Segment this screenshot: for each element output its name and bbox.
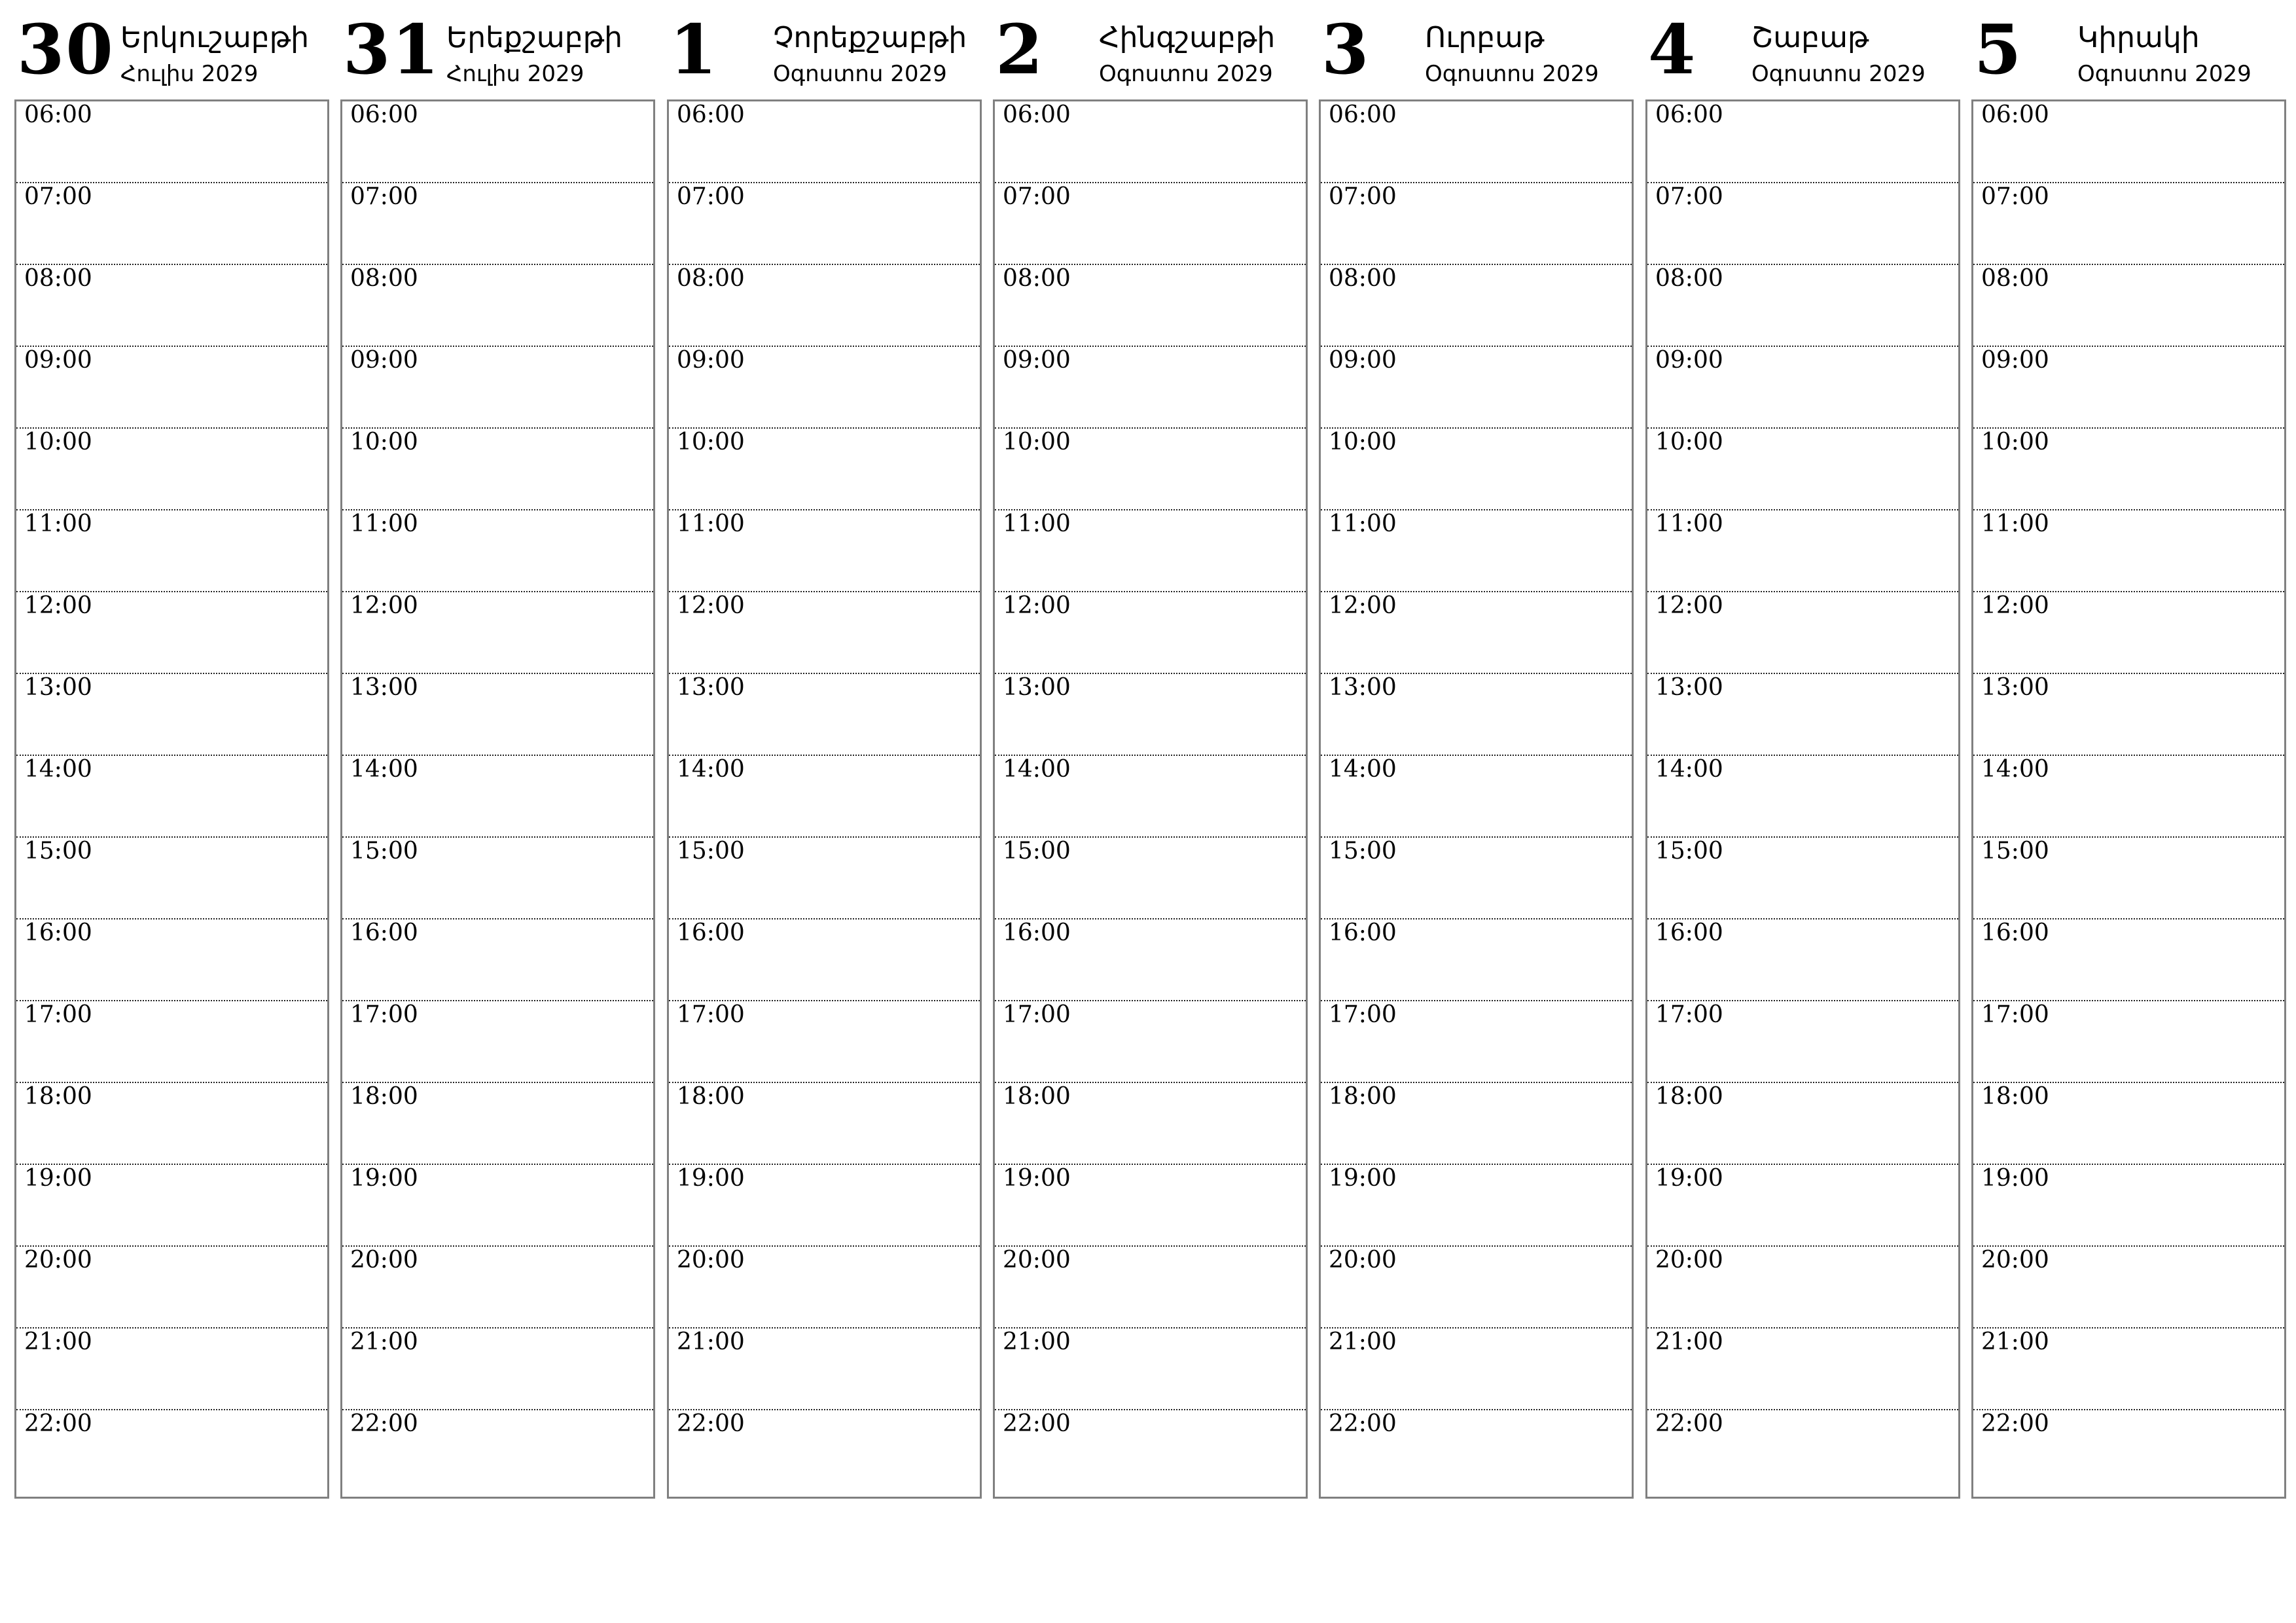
hour-slot[interactable]	[1973, 510, 2284, 592]
hour-label: 06:00	[24, 101, 92, 128]
hour-label: 17:00	[1981, 1001, 2049, 1028]
hour-slot[interactable]	[669, 101, 980, 183]
hour-slot[interactable]	[1973, 183, 2284, 265]
hour-slot[interactable]	[1647, 183, 1958, 265]
hour-slot[interactable]	[669, 510, 980, 592]
hour-slot[interactable]	[1321, 592, 1632, 674]
hour-label: 22:00	[1981, 1410, 2049, 1437]
day-month: Հուլիս 2029	[446, 61, 584, 87]
hour-label: 15:00	[677, 838, 745, 865]
hour-slot[interactable]	[1973, 1329, 2284, 1410]
hour-label: 21:00	[1329, 1329, 1397, 1355]
hour-slot[interactable]	[1973, 101, 2284, 183]
hour-slot[interactable]	[16, 1329, 327, 1410]
hour-label: 20:00	[24, 1247, 92, 1274]
hour-slot[interactable]	[16, 1165, 327, 1247]
hour-slot[interactable]	[669, 1083, 980, 1165]
hour-slot[interactable]	[1647, 1165, 1958, 1247]
hour-label: 19:00	[1329, 1165, 1397, 1192]
hour-label: 22:00	[350, 1410, 418, 1437]
day-column	[340, 0, 654, 1437]
hour-label: 18:00	[1981, 1083, 2049, 1110]
hour-slot[interactable]	[16, 1001, 327, 1083]
day-schedule-box	[993, 99, 1308, 1499]
hour-label: 09:00	[1003, 347, 1071, 374]
hour-label: 06:00	[1329, 101, 1397, 128]
hour-slot[interactable]	[1321, 1329, 1632, 1410]
hour-label: 07:00	[350, 183, 418, 210]
hour-slot[interactable]	[16, 838, 327, 919]
hour-label: 14:00	[1981, 756, 2049, 783]
hour-label: 19:00	[1981, 1165, 2049, 1192]
hour-slot[interactable]	[1973, 838, 2284, 919]
hour-slot[interactable]	[1647, 429, 1958, 510]
day-name: Ուրբաթ	[1425, 21, 1545, 54]
hour-slot[interactable]	[995, 838, 1306, 919]
hour-slot[interactable]	[16, 265, 327, 347]
hour-label: 19:00	[350, 1165, 418, 1192]
hour-label: 11:00	[677, 510, 745, 537]
hour-label: 12:00	[350, 592, 418, 619]
hour-slot[interactable]	[16, 510, 327, 592]
hour-label: 22:00	[677, 1410, 745, 1437]
day-column	[14, 0, 328, 1437]
hour-label: 18:00	[1329, 1083, 1397, 1110]
hour-slot[interactable]	[1973, 1001, 2284, 1083]
hour-label: 13:00	[1003, 674, 1071, 701]
hour-slot[interactable]	[342, 674, 653, 756]
day-schedule-box	[340, 99, 655, 1499]
hour-label: 19:00	[677, 1165, 745, 1192]
day-header	[1971, 0, 2285, 99]
hour-slot[interactable]	[1647, 1083, 1958, 1165]
hour-slot[interactable]	[1973, 674, 2284, 756]
hour-label: 16:00	[350, 919, 418, 946]
hour-label: 15:00	[1981, 838, 2049, 865]
hour-label: 14:00	[1329, 756, 1397, 783]
hour-slot[interactable]	[1973, 1165, 2284, 1247]
day-month: Հուլիս 2029	[120, 61, 259, 87]
hour-label: 08:00	[24, 265, 92, 292]
hour-label: 17:00	[350, 1001, 418, 1028]
hour-slot[interactable]	[342, 1247, 653, 1329]
day-name: Չորեքշաբթի	[773, 21, 967, 54]
hour-slot[interactable]	[1321, 265, 1632, 347]
hour-slot[interactable]	[1973, 429, 2284, 510]
day-number: 2	[996, 9, 1045, 90]
hour-slot[interactable]	[16, 674, 327, 756]
hour-label: 10:00	[350, 429, 418, 455]
hour-slot[interactable]	[1647, 510, 1958, 592]
hour-slot[interactable]	[1647, 1247, 1958, 1329]
hour-slot[interactable]	[1973, 919, 2284, 1001]
hour-slot[interactable]	[16, 101, 327, 183]
hour-slot[interactable]	[995, 265, 1306, 347]
hour-label: 14:00	[677, 756, 745, 783]
day-schedule-box	[1971, 99, 2286, 1499]
hour-label: 13:00	[677, 674, 745, 701]
hour-label: 18:00	[24, 1083, 92, 1110]
hour-label: 16:00	[677, 919, 745, 946]
day-number: 5	[1974, 9, 2023, 90]
day-schedule-box	[1645, 99, 1960, 1499]
hour-label: 06:00	[1981, 101, 2049, 128]
hour-slot[interactable]	[1321, 1410, 1632, 1492]
hour-label: 18:00	[350, 1083, 418, 1110]
hour-label: 17:00	[1329, 1001, 1397, 1028]
hour-slot[interactable]	[16, 429, 327, 510]
hour-label: 08:00	[1655, 265, 1723, 292]
hour-label: 11:00	[24, 510, 92, 537]
hour-label: 11:00	[350, 510, 418, 537]
hour-slot[interactable]	[669, 674, 980, 756]
hour-label: 13:00	[350, 674, 418, 701]
hour-slot[interactable]	[669, 1410, 980, 1492]
hour-label: 10:00	[1981, 429, 2049, 455]
hour-label: 12:00	[1003, 592, 1071, 619]
hour-label: 10:00	[1003, 429, 1071, 455]
hour-label: 07:00	[677, 183, 745, 210]
hour-label: 17:00	[1655, 1001, 1723, 1028]
hour-label: 22:00	[1003, 1410, 1071, 1437]
hour-label: 20:00	[350, 1247, 418, 1274]
hour-slot[interactable]	[16, 347, 327, 429]
hour-label: 14:00	[1003, 756, 1071, 783]
hour-slot[interactable]	[669, 1165, 980, 1247]
hour-label: 11:00	[1981, 510, 2049, 537]
hour-slot[interactable]	[1647, 592, 1958, 674]
hour-slot[interactable]	[669, 347, 980, 429]
hour-slot[interactable]	[1647, 756, 1958, 838]
hour-slot[interactable]	[1321, 429, 1632, 510]
hour-label: 13:00	[1655, 674, 1723, 701]
day-header	[340, 0, 654, 99]
hour-slot[interactable]	[995, 1165, 1306, 1247]
hour-slot[interactable]	[342, 265, 653, 347]
hour-label: 18:00	[677, 1083, 745, 1110]
hour-slot[interactable]	[1321, 1083, 1632, 1165]
hour-slot[interactable]	[1321, 510, 1632, 592]
hour-label: 15:00	[1655, 838, 1723, 865]
hour-label: 15:00	[1329, 838, 1397, 865]
hour-label: 16:00	[1003, 919, 1071, 946]
hour-label: 09:00	[1981, 347, 2049, 374]
hour-slot[interactable]	[669, 1329, 980, 1410]
day-name: Շաբաթ	[1751, 21, 1869, 54]
hour-label: 12:00	[1981, 592, 2049, 619]
hour-slot[interactable]	[1321, 101, 1632, 183]
hour-label: 16:00	[24, 919, 92, 946]
hour-slot[interactable]	[342, 1083, 653, 1165]
hour-label: 11:00	[1003, 510, 1071, 537]
hour-label: 11:00	[1655, 510, 1723, 537]
hour-slot[interactable]	[342, 838, 653, 919]
hour-slot[interactable]	[995, 183, 1306, 265]
day-number: 3	[1321, 9, 1371, 90]
day-number: 30	[17, 9, 115, 90]
hour-slot[interactable]	[342, 183, 653, 265]
day-name: Երկուշաբթի	[120, 21, 310, 54]
hour-label: 14:00	[350, 756, 418, 783]
hour-label: 16:00	[1981, 919, 2049, 946]
hour-label: 14:00	[24, 756, 92, 783]
hour-slot[interactable]	[1647, 674, 1958, 756]
hour-slot[interactable]	[16, 919, 327, 1001]
hour-slot[interactable]	[669, 265, 980, 347]
day-header	[1319, 0, 1632, 99]
hour-slot[interactable]	[1321, 1165, 1632, 1247]
day-name: Կիրակի	[2077, 21, 2200, 54]
hour-slot[interactable]	[995, 756, 1306, 838]
hour-slot[interactable]	[1647, 1410, 1958, 1492]
hour-slot[interactable]	[669, 592, 980, 674]
hour-slot[interactable]	[995, 1001, 1306, 1083]
hour-label: 20:00	[1655, 1247, 1723, 1274]
hour-slot[interactable]	[1973, 756, 2284, 838]
hour-label: 13:00	[24, 674, 92, 701]
hour-label: 07:00	[1003, 183, 1071, 210]
hour-label: 21:00	[24, 1329, 92, 1355]
hour-label: 18:00	[1655, 1083, 1723, 1110]
hour-label: 12:00	[677, 592, 745, 619]
hour-label: 20:00	[1003, 1247, 1071, 1274]
hour-label: 08:00	[1003, 265, 1071, 292]
hour-label: 07:00	[1329, 183, 1397, 210]
hour-slot[interactable]	[1647, 1329, 1958, 1410]
hour-slot[interactable]	[16, 1083, 327, 1165]
hour-label: 20:00	[1981, 1247, 2049, 1274]
hour-label: 06:00	[1003, 101, 1071, 128]
hour-label: 09:00	[350, 347, 418, 374]
hour-slot[interactable]	[995, 1083, 1306, 1165]
hour-slot[interactable]	[1321, 756, 1632, 838]
day-header	[667, 0, 980, 99]
hour-slot[interactable]	[1647, 919, 1958, 1001]
hour-slot[interactable]	[995, 592, 1306, 674]
hour-label: 14:00	[1655, 756, 1723, 783]
hour-label: 22:00	[1655, 1410, 1723, 1437]
day-schedule-box	[1319, 99, 1634, 1499]
hour-slot[interactable]	[995, 1329, 1306, 1410]
hour-slot[interactable]	[669, 1001, 980, 1083]
hour-label: 12:00	[24, 592, 92, 619]
day-number: 31	[343, 9, 440, 90]
hour-slot[interactable]	[16, 1410, 327, 1492]
day-header	[993, 0, 1306, 99]
day-schedule-box	[14, 99, 329, 1499]
hour-label: 13:00	[1981, 674, 2049, 701]
hour-label: 07:00	[24, 183, 92, 210]
day-month: Օգոստոս 2029	[1099, 61, 1273, 87]
hour-slot[interactable]	[669, 429, 980, 510]
hour-slot[interactable]	[1647, 265, 1958, 347]
hour-label: 09:00	[677, 347, 745, 374]
hour-slot[interactable]	[16, 1247, 327, 1329]
hour-label: 10:00	[1329, 429, 1397, 455]
hour-slot[interactable]	[995, 919, 1306, 1001]
hour-label: 08:00	[677, 265, 745, 292]
hour-label: 13:00	[1329, 674, 1397, 701]
day-column	[1645, 0, 1959, 1437]
hour-label: 06:00	[677, 101, 745, 128]
hour-label: 15:00	[1003, 838, 1071, 865]
hour-slot[interactable]	[669, 838, 980, 919]
hour-slot[interactable]	[1321, 674, 1632, 756]
hour-slot[interactable]	[342, 101, 653, 183]
hour-slot[interactable]	[995, 429, 1306, 510]
hour-label: 22:00	[24, 1410, 92, 1437]
hour-label: 18:00	[1003, 1083, 1071, 1110]
hour-label: 16:00	[1329, 919, 1397, 946]
hour-label: 21:00	[1655, 1329, 1723, 1355]
hour-slot[interactable]	[1647, 838, 1958, 919]
hour-slot[interactable]	[16, 756, 327, 838]
hour-slot[interactable]	[342, 919, 653, 1001]
hour-label: 15:00	[24, 838, 92, 865]
day-month: Օգոստոս 2029	[773, 61, 947, 87]
hour-label: 19:00	[24, 1165, 92, 1192]
hour-label: 19:00	[1655, 1165, 1723, 1192]
hour-label: 15:00	[350, 838, 418, 865]
day-name: Հինգշաբթի	[1099, 21, 1276, 54]
hour-label: 17:00	[677, 1001, 745, 1028]
hour-slot[interactable]	[342, 510, 653, 592]
hour-slot[interactable]	[1321, 838, 1632, 919]
hour-slot[interactable]	[1321, 919, 1632, 1001]
hour-label: 08:00	[1981, 265, 2049, 292]
hour-label: 10:00	[1655, 429, 1723, 455]
hour-slot[interactable]	[342, 347, 653, 429]
hour-slot[interactable]	[342, 429, 653, 510]
hour-slot[interactable]	[995, 347, 1306, 429]
hour-label: 19:00	[1003, 1165, 1071, 1192]
hour-label: 12:00	[1655, 592, 1723, 619]
hour-slot[interactable]	[995, 674, 1306, 756]
hour-label: 09:00	[1329, 347, 1397, 374]
hour-slot[interactable]	[669, 183, 980, 265]
hour-slot[interactable]	[1321, 1247, 1632, 1329]
day-column	[993, 0, 1306, 1437]
hour-slot[interactable]	[1647, 101, 1958, 183]
hour-slot[interactable]	[995, 1410, 1306, 1492]
hour-label: 21:00	[677, 1329, 745, 1355]
day-number: 1	[670, 9, 719, 90]
hour-slot[interactable]	[995, 510, 1306, 592]
day-name: Երեքշաբթի	[446, 21, 623, 54]
hour-slot[interactable]	[342, 756, 653, 838]
day-column	[1971, 0, 2285, 1437]
hour-slot[interactable]	[1973, 1083, 2284, 1165]
hour-label: 06:00	[1655, 101, 1723, 128]
hour-label: 07:00	[1981, 183, 2049, 210]
hour-slot[interactable]	[1647, 347, 1958, 429]
day-month: Օգոստոս 2029	[1425, 61, 1599, 87]
hour-label: 17:00	[1003, 1001, 1071, 1028]
hour-slot[interactable]	[342, 1410, 653, 1492]
day-number: 4	[1648, 9, 1697, 90]
hour-slot[interactable]	[16, 183, 327, 265]
day-schedule-box	[667, 99, 982, 1499]
hour-slot[interactable]	[1973, 592, 2284, 674]
hour-slot[interactable]	[342, 1165, 653, 1247]
hour-label: 21:00	[1003, 1329, 1071, 1355]
hour-label: 21:00	[350, 1329, 418, 1355]
hour-slot[interactable]	[1973, 347, 2284, 429]
hour-slot[interactable]	[342, 592, 653, 674]
hour-label: 08:00	[1329, 265, 1397, 292]
hour-slot[interactable]	[342, 1329, 653, 1410]
day-month: Օգոստոս 2029	[2077, 61, 2251, 87]
hour-label: 17:00	[24, 1001, 92, 1028]
hour-slot[interactable]	[995, 101, 1306, 183]
hour-label: 06:00	[350, 101, 418, 128]
hour-label: 09:00	[1655, 347, 1723, 374]
hour-slot[interactable]	[1647, 1001, 1958, 1083]
day-month: Օգոստոս 2029	[1751, 61, 1926, 87]
hour-label: 07:00	[1655, 183, 1723, 210]
hour-slot[interactable]	[1973, 265, 2284, 347]
day-header	[14, 0, 328, 99]
hour-label: 09:00	[24, 347, 92, 374]
hour-slot[interactable]	[669, 919, 980, 1001]
hour-label: 12:00	[1329, 592, 1397, 619]
hour-label: 10:00	[24, 429, 92, 455]
hour-slot[interactable]	[1973, 1410, 2284, 1492]
hour-slot[interactable]	[669, 1247, 980, 1329]
hour-label: 11:00	[1329, 510, 1397, 537]
day-column	[667, 0, 980, 1437]
hour-label: 20:00	[677, 1247, 745, 1274]
hour-slot[interactable]	[995, 1247, 1306, 1329]
hour-slot[interactable]	[342, 1001, 653, 1083]
hour-label: 22:00	[1329, 1410, 1397, 1437]
hour-label: 20:00	[1329, 1247, 1397, 1274]
hour-slot[interactable]	[1973, 1247, 2284, 1329]
hour-slot[interactable]	[669, 756, 980, 838]
hour-slot[interactable]	[1321, 347, 1632, 429]
hour-slot[interactable]	[16, 592, 327, 674]
day-column	[1319, 0, 1632, 1437]
hour-slot[interactable]	[1321, 183, 1632, 265]
hour-label: 16:00	[1655, 919, 1723, 946]
hour-slot[interactable]	[1321, 1001, 1632, 1083]
hour-label: 21:00	[1981, 1329, 2049, 1355]
hour-label: 10:00	[677, 429, 745, 455]
day-header	[1645, 0, 1959, 99]
hour-label: 08:00	[350, 265, 418, 292]
